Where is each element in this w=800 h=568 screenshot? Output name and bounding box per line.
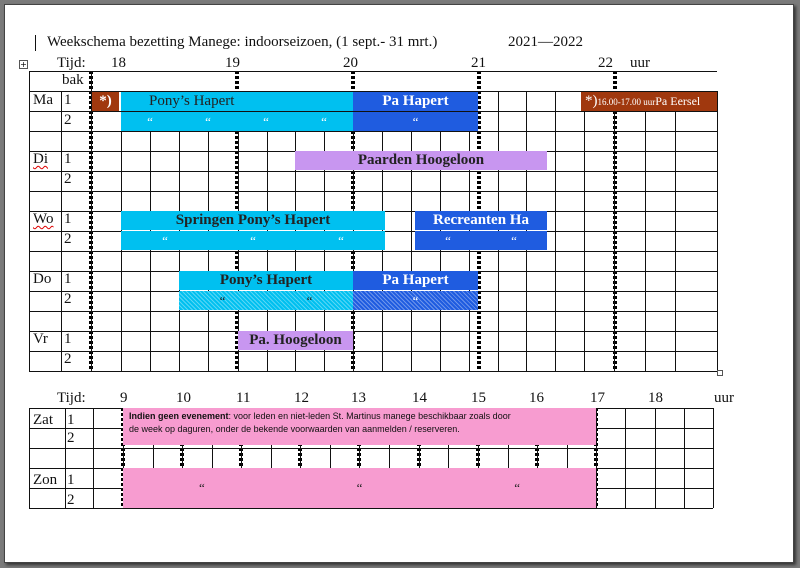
ditto-mark: “ bbox=[306, 292, 313, 308]
grid-row-line bbox=[29, 448, 713, 449]
availability-note bbox=[129, 410, 594, 436]
grid-row-line bbox=[29, 508, 713, 509]
lower-hour: 18 bbox=[648, 390, 663, 406]
do-ponys-row2-bar bbox=[179, 291, 353, 310]
day-label-ma: Ma bbox=[33, 92, 53, 108]
grid-col-line bbox=[655, 408, 656, 508]
ditto-mark: “ bbox=[338, 232, 344, 248]
lower-hour: 11 bbox=[236, 390, 251, 406]
ditto-mark: “ bbox=[219, 292, 226, 308]
row-label: 1 bbox=[64, 211, 72, 227]
wo-springen-row2-bar bbox=[121, 231, 385, 250]
lower-tijd-label: Tijd: bbox=[57, 390, 86, 406]
ditto-mark: “ bbox=[198, 480, 205, 495]
grid-row-line bbox=[29, 191, 717, 192]
day-label-wo: Wo bbox=[33, 211, 54, 227]
ditto-mark: “ bbox=[514, 480, 521, 495]
lower-hour: 9 bbox=[120, 390, 128, 406]
ma-ponys-hapert-bar: Pony’s Hapert bbox=[121, 92, 353, 111]
ditto-mark: “ bbox=[321, 113, 327, 129]
upper-unit: uur bbox=[630, 55, 650, 71]
lower-hour: 15 bbox=[471, 390, 486, 406]
zon-pink-bar bbox=[123, 468, 596, 508]
note-bold: Indien geen evenement bbox=[129, 411, 229, 421]
row-label: 1 bbox=[64, 151, 72, 167]
grid-row-line bbox=[29, 71, 717, 72]
grid-row-line bbox=[29, 171, 717, 172]
grid-col-line bbox=[717, 91, 718, 371]
grid-col-line bbox=[29, 71, 30, 91]
lower-unit: uur bbox=[714, 390, 734, 406]
wo-springen-bar: Springen Pony’s Hapert bbox=[121, 211, 385, 230]
table-move-handle-icon[interactable]: + bbox=[20, 60, 27, 69]
grid-row-line bbox=[29, 131, 717, 132]
upper-hour-18: 18 bbox=[111, 55, 126, 71]
lower-hour: 14 bbox=[412, 390, 427, 406]
eersel-name: Pa Eersel bbox=[655, 94, 701, 108]
ditto-mark: “ bbox=[162, 232, 168, 248]
ditto-mark: “ bbox=[250, 232, 256, 248]
note-line2: de week op daguren, onder de bekende voorwaarden van aanmelden / reserveren. bbox=[129, 424, 460, 434]
note-rest: : voor leden en niet-leden St. Martinus manege beschikbaar zoals door bbox=[228, 411, 511, 421]
row-label: 1 bbox=[67, 412, 75, 428]
upper-hour-22: 22 bbox=[598, 55, 613, 71]
di-paarden-hoogeloon-bar: Paarden Hoogeloon bbox=[295, 151, 547, 170]
do-ponys-hapert-bar: Pony’s Hapert bbox=[179, 271, 353, 290]
row-label: 2 bbox=[67, 492, 75, 508]
vr-pa-hoogeloon-bar: Pa. Hoogeloon bbox=[238, 331, 353, 350]
table-resize-handle-icon[interactable] bbox=[717, 370, 723, 376]
grid-row-line bbox=[29, 311, 717, 312]
wo-recreanten-bar: Recreanten Ha bbox=[415, 211, 547, 230]
grid-col-line bbox=[713, 408, 714, 508]
wo-recreanten-row2-bar bbox=[415, 231, 547, 250]
row-label: 2 bbox=[64, 171, 72, 187]
bak-label: bak bbox=[62, 72, 84, 88]
ditto-mark: “ bbox=[263, 113, 269, 129]
day-label-do: Do bbox=[33, 271, 52, 287]
eersel-time: 16.00-17.00 uur bbox=[597, 96, 656, 107]
grid-row-line bbox=[29, 251, 717, 252]
ma-ponys-row2-bar bbox=[121, 112, 353, 131]
ditto-mark: “ bbox=[205, 113, 211, 129]
grid-col-line bbox=[65, 408, 66, 508]
row-label: 2 bbox=[64, 291, 72, 307]
season-year: 2021—2022 bbox=[508, 34, 583, 50]
row-label: 1 bbox=[64, 331, 72, 347]
ma-pa-hapert-bar: Pa Hapert bbox=[353, 92, 478, 111]
page-title: Weekschema bezetting Manege: indoorseizoen, (1 sept.- 31 mrt.) bbox=[47, 34, 438, 50]
day-label-zat: Zat bbox=[33, 412, 53, 428]
grid-row-line bbox=[29, 371, 717, 372]
row-label: 2 bbox=[67, 430, 75, 446]
upper-hour-21: 21 bbox=[471, 55, 486, 71]
row-label: 2 bbox=[64, 231, 72, 247]
lower-hour: 16 bbox=[529, 390, 544, 406]
ditto-mark: “ bbox=[356, 480, 363, 495]
upper-hour-20: 20 bbox=[343, 55, 358, 71]
ma-marker-bar: *) bbox=[92, 92, 119, 111]
row-label: 1 bbox=[67, 472, 75, 488]
grid-col-line bbox=[684, 408, 685, 508]
upper-hour-19: 19 bbox=[225, 55, 240, 71]
grid-col-line bbox=[93, 408, 94, 508]
grid-col-line bbox=[91, 71, 92, 91]
day-label-di: Di bbox=[33, 151, 48, 167]
ditto-mark: “ bbox=[511, 232, 517, 248]
row-label: 1 bbox=[64, 271, 72, 287]
do-pa-hapert-bar: Pa Hapert bbox=[353, 271, 478, 290]
row-label: 2 bbox=[64, 351, 72, 367]
grid-col-line bbox=[596, 408, 597, 508]
text-cursor bbox=[35, 35, 36, 51]
grid-row-line bbox=[29, 331, 717, 332]
do-pa-row2-bar: “ bbox=[353, 291, 478, 310]
upper-tijd-label: Tijd: bbox=[57, 55, 86, 71]
row-label: 2 bbox=[64, 112, 72, 128]
row-label: 1 bbox=[64, 92, 72, 108]
lower-hour: 13 bbox=[351, 390, 366, 406]
grid-col-line bbox=[625, 408, 626, 508]
grid-row-line bbox=[29, 351, 717, 352]
document-page bbox=[4, 4, 794, 563]
day-label-vr: Vr bbox=[33, 331, 48, 347]
ma-pa-row2-bar: “ bbox=[353, 112, 478, 131]
day-label-zon: Zon bbox=[33, 472, 58, 488]
lower-hour: 12 bbox=[294, 390, 309, 406]
ditto-mark: “ bbox=[147, 113, 153, 129]
lower-hour: 17 bbox=[590, 390, 605, 406]
lower-hour: 10 bbox=[176, 390, 191, 406]
ma-pa-eersel-bar bbox=[581, 92, 717, 111]
grid-col-line bbox=[29, 408, 30, 508]
ditto-mark: “ bbox=[445, 232, 451, 248]
asterisk-marker: *) bbox=[585, 93, 598, 109]
